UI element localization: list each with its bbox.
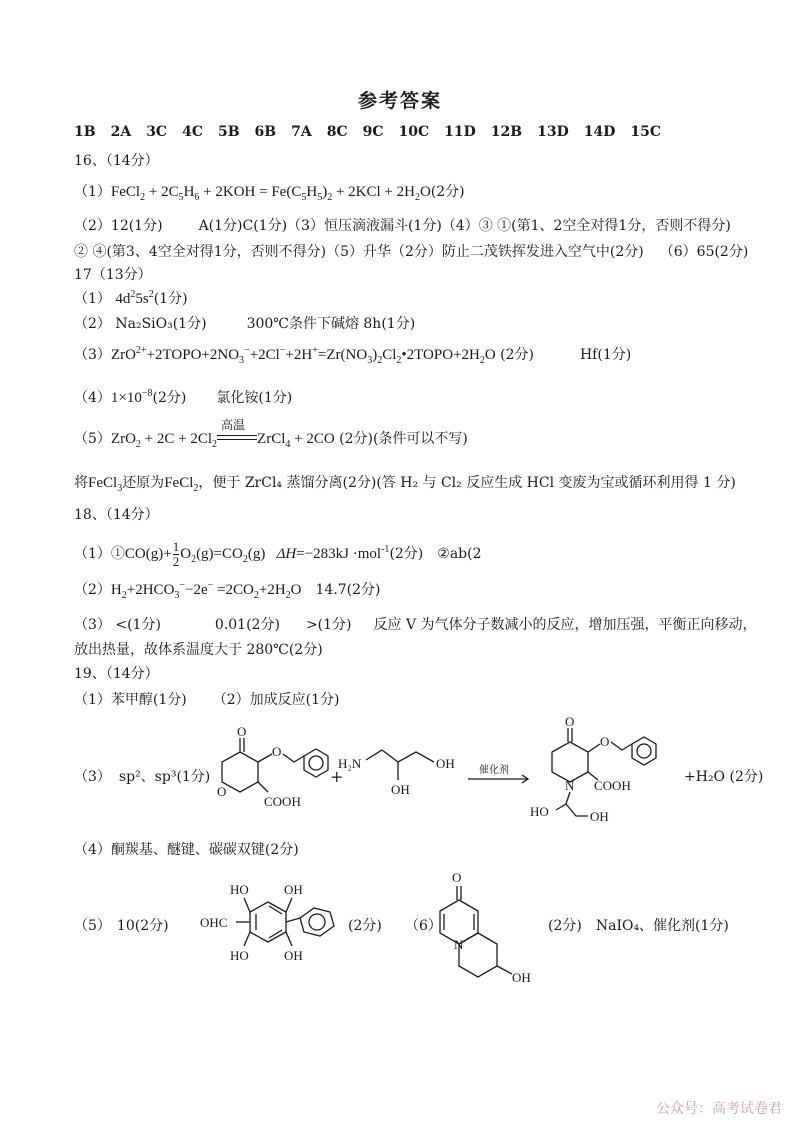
bond <box>497 966 512 974</box>
q18-part3-cont: 放出热量，故体系温度大于 280℃(2分) <box>74 642 323 658</box>
score: (2分) <box>500 347 534 363</box>
benzene-ring <box>632 737 656 765</box>
text: 将 <box>74 475 88 491</box>
score: (2分) <box>548 918 582 934</box>
aromatic-circle <box>637 744 651 758</box>
atom-label: O <box>237 724 247 739</box>
q17-part2 <box>74 315 415 333</box>
group-label: HO <box>530 804 549 819</box>
part-number: （5） <box>74 918 111 934</box>
group-label: OH <box>391 782 410 797</box>
q16-part2 <box>74 217 731 235</box>
part-number: （4） <box>74 390 111 406</box>
mc-answer: 15C <box>630 124 661 140</box>
q19-part1-2 <box>74 691 340 709</box>
mc-answer: 11D <box>444 124 476 140</box>
reactant-aminodiol-structure <box>338 742 468 802</box>
text: A(1分)C(1分)（3）恒压滴液漏斗(1分)（4）③ ①(第1、2空全对得1分，否则不得分) <box>198 218 731 234</box>
text: >(1分) <box>305 617 352 633</box>
equation: FeCl$_2$ + $2C_5H_6 + 2KOH = Fe(C_5H_5)_2 + 2KCl + 2H_2O$ <box>110 184 431 203</box>
bond <box>258 782 268 792</box>
text: （3） <(1分) <box>74 617 161 633</box>
q17-part1 <box>74 290 188 308</box>
text: 10(2分) <box>116 918 169 934</box>
pyranone-ring <box>222 752 258 792</box>
reactant-pyranone-structure <box>212 724 332 814</box>
pyridinone-ring <box>552 742 588 782</box>
bond <box>258 754 272 762</box>
group-label: OH <box>512 970 531 985</box>
q16-part2-cont <box>74 243 748 261</box>
text: NaIO₄、催化剂(1分) <box>595 918 729 934</box>
double-bond <box>269 906 282 914</box>
carbon-chain <box>366 750 434 762</box>
mc-answer: 12B <box>490 124 523 140</box>
q17-part5 <box>74 418 468 450</box>
mc-answer: 5B <box>217 124 240 140</box>
atom-label: N <box>454 937 464 952</box>
text: （2） Na₂SiO₃(1分) <box>74 316 207 332</box>
text: ，便于 ZrCl₄ 蒸馏分离(2分)(答 H₂ 与 Cl₂ 反应生成 HCl 变废为宝或循环利用得 1 分) <box>198 475 736 491</box>
formula: FeCl$_2$ <box>164 475 199 494</box>
reaction-arrow <box>468 774 532 784</box>
reaction-condition: 高温 <box>221 418 246 432</box>
q19-part6-structure <box>430 862 550 992</box>
reaction-arrow <box>217 418 257 448</box>
bond <box>588 744 600 752</box>
text: 还原为 <box>122 475 165 491</box>
part-number: （1）① <box>74 545 125 562</box>
mc-answer: 8C <box>326 124 348 140</box>
mc-answer: 7A <box>291 124 312 140</box>
part-number: （3） <box>74 769 111 785</box>
atom-label: O <box>600 734 610 749</box>
plus-sign: + <box>330 767 344 786</box>
mc-answer: 6B <box>254 124 277 140</box>
group-label: H₂N <box>338 756 362 771</box>
bond <box>244 898 250 912</box>
atom-label: N <box>565 778 575 793</box>
electrode-equation: $H_2+2HCO_3^--2e^- =2CO_2+2H_2O$ <box>110 580 302 601</box>
piperidine-ring <box>459 933 497 977</box>
bond <box>286 918 300 922</box>
text: （6）65(2分) <box>659 244 749 260</box>
bond <box>611 742 632 750</box>
q18-part2 <box>74 581 381 599</box>
text: 300℃条件下碱熔 8h(1分) <box>246 316 416 332</box>
multiple-choice-answers <box>74 124 676 140</box>
q18-part3 <box>74 616 757 634</box>
q16-part1 <box>74 183 465 201</box>
q19-part5-label <box>74 917 169 935</box>
group-label: HO <box>230 948 249 963</box>
value: $1\times 10^{-8}$ <box>110 388 153 406</box>
q19-part6-label: （6） <box>405 918 442 934</box>
formula: FeCl$_3$ <box>88 475 123 494</box>
atom-label: O <box>272 744 282 759</box>
atom-label: O <box>565 714 575 729</box>
aromatic-circle <box>309 756 323 770</box>
product-pyridinone-structure <box>530 712 672 832</box>
group-label: OH <box>284 948 303 963</box>
score: (1分) <box>153 291 188 307</box>
mc-answer: 13D <box>537 124 569 140</box>
q19-part6-score <box>548 917 729 935</box>
watermark: 公众号：高考试卷君 <box>656 1101 782 1117</box>
score: (2分)(条件可以不写) <box>339 431 468 447</box>
mc-answer: 2A <box>110 124 132 140</box>
score: (2分) <box>389 545 424 562</box>
part-number: （5） <box>74 431 111 447</box>
electron-config: $4d^25s^2$ <box>115 289 154 307</box>
bond <box>556 792 570 810</box>
q16-heading: 16、（14分） <box>74 153 159 169</box>
bond <box>286 932 292 946</box>
catalyst-label: 催化剂 <box>479 765 509 776</box>
text: ②ab(2 <box>437 545 482 562</box>
q19-part4: （4）酮羰基、醚键、碳碳双键(2分) <box>74 842 299 858</box>
q19-part5-structure <box>200 870 350 970</box>
mc-answer: 14D <box>583 124 616 140</box>
q17-part3 <box>74 346 631 364</box>
aromatic-circle <box>309 914 325 930</box>
text: （2）12(1分) <box>74 218 163 234</box>
group-label: OH <box>590 809 609 824</box>
q18-heading: 18、（14分） <box>74 507 159 523</box>
text: 氯化铵(1分) <box>216 390 293 406</box>
group-label: HO <box>230 882 249 897</box>
part-number: （1） <box>74 291 111 307</box>
mc-answer: 9C <box>362 124 384 140</box>
group-label: OHC <box>200 915 228 930</box>
group-label: COOH <box>594 778 631 793</box>
group-label: OH <box>436 756 455 771</box>
score: 14.7(2分) <box>315 582 381 598</box>
q19-part5-score: (2分) <box>348 918 382 934</box>
q17-part4 <box>74 389 292 407</box>
text: 反应 V 为气体分子数减小的反应，增加压强，平衡正向移动， <box>373 617 757 633</box>
bond <box>283 754 304 762</box>
text: （2）加成反应(1分) <box>212 692 340 708</box>
bond <box>244 932 250 946</box>
phenyl-ring <box>300 908 334 936</box>
text: （1）苯甲醇(1分) <box>74 692 187 708</box>
mc-answer: 3C <box>146 124 168 140</box>
double-bond <box>269 930 282 938</box>
bond <box>566 804 588 816</box>
equation: $ZrO_2 + 2C + 2Cl_2$ <box>110 431 218 450</box>
q17-part6 <box>74 474 736 492</box>
part-number: （1） <box>74 184 111 200</box>
equation: $ZrO^{2+}+2TOPO+2NO_3^-+2Cl^-+2H^+=Zr(NO_3)_2Cl_2•2TOPO+2H_2O$ <box>110 345 496 366</box>
text: ② ④(第3、4空全对得1分，否则不得分)（5）升华（2分）防止二茂铁挥发进入空气中(2分) <box>74 244 644 260</box>
bond <box>286 898 292 912</box>
benzene-ring <box>304 749 328 777</box>
group-label: COOH <box>264 794 301 809</box>
score: (2分) <box>152 390 187 406</box>
page-title: 参考答案 <box>357 90 442 112</box>
mc-answer: 4C <box>182 124 203 140</box>
q17-heading: 17（13分） <box>74 267 152 283</box>
text: sp²、sp³(1分) <box>118 769 211 785</box>
mc-answer: 1B <box>74 124 96 140</box>
q18-part1 <box>74 540 482 569</box>
mc-answer: 10C <box>398 124 430 140</box>
part-number: （2） <box>74 582 111 598</box>
text: 0.01(2分) <box>214 617 280 633</box>
atom-label: O <box>452 870 462 885</box>
score: (2分) <box>430 184 465 200</box>
equation-products: ZrCl$_4$ + 2CO <box>257 431 335 450</box>
atom-label: O <box>217 784 227 799</box>
text: Hf(1分) <box>579 347 632 363</box>
q19-part3-tail: +H₂O (2分) <box>684 769 764 785</box>
thermo-equation: CO(g)+ $\frac{1}{2}$ $O_2(g)=CO_2(g)$ ΔH=−283kJ ·mol$^{-1}$ <box>124 539 390 569</box>
q19-part3-label <box>74 768 210 786</box>
part-number: （3） <box>74 347 111 363</box>
q19-heading: 19、（14分） <box>74 666 159 682</box>
group-label: OH <box>284 882 303 897</box>
